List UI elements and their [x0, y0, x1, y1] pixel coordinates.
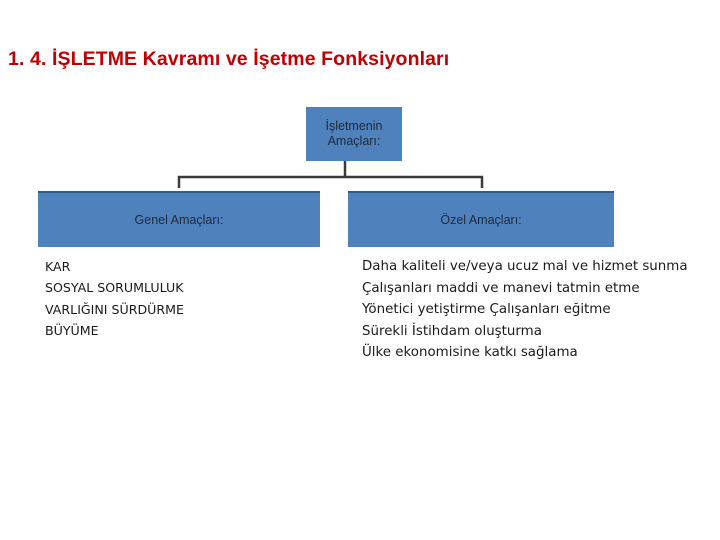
right-branch-box [348, 191, 614, 247]
list-item: Sürekli İstihdam oluşturma [362, 323, 542, 339]
list-item: KAR [45, 259, 71, 274]
list-item: Daha kaliteli ve/veya ucuz mal ve hizmet sunma [362, 259, 688, 274]
list-item: SOSYAL SORUMLULUK [45, 280, 184, 296]
root-node-box [306, 107, 402, 161]
left-branch-label: Genel Amaçları: [134, 212, 224, 227]
list-item: Çalışanları maddi ve manevi tatmin etme [362, 280, 640, 296]
root-node-label-line1: İşletmenin [325, 119, 383, 133]
left-branch-box [38, 191, 320, 247]
list-item: Ülke ekonomisine katkı sağlama [362, 345, 578, 360]
right-branch-label: Özel Amaçları: [440, 212, 522, 227]
right-branch-list [362, 256, 688, 364]
page-title: 1. 4. İŞLETME Kavramı ve İşetme Fonksiyonları [8, 48, 450, 70]
list-item: BÜYÜME [45, 322, 99, 338]
list-item: Yönetici yetiştirme Çalışanları eğitme [362, 302, 611, 317]
left-branch-list [45, 256, 184, 341]
list-item: VARLIĞINI SÜRDÜRME [45, 301, 184, 317]
root-node-label-line2: Amaçları: [327, 134, 381, 148]
